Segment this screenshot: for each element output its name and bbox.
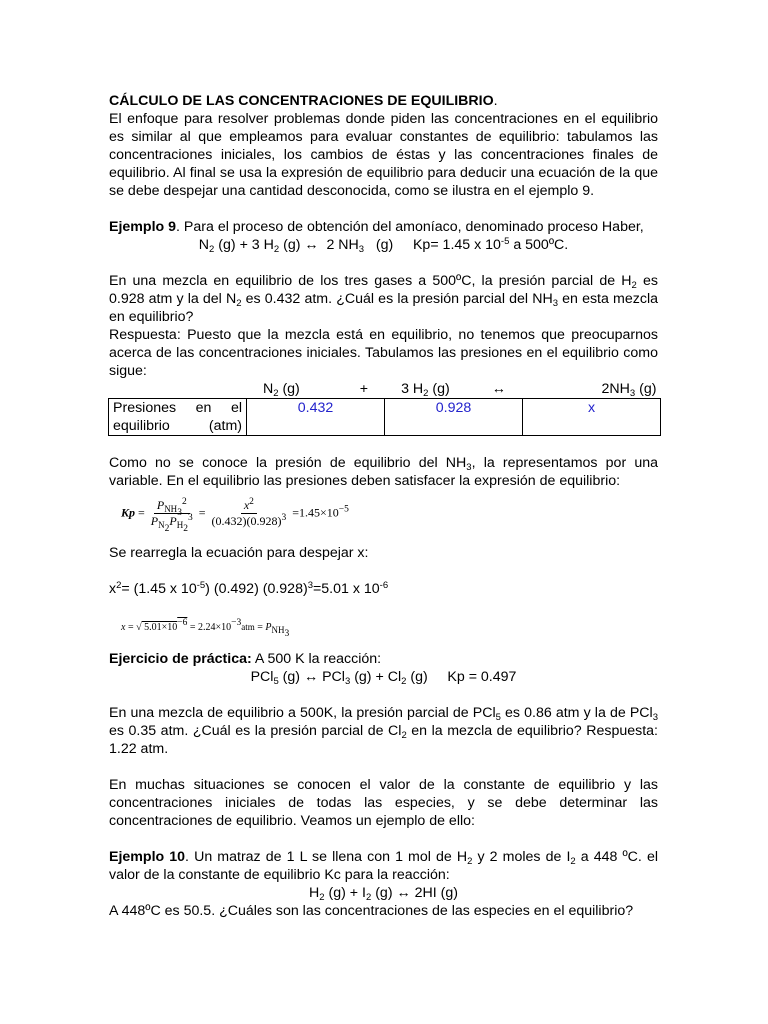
example-10-question: A 448ºC es 50.5. ¿Cuáles son las concentraciones de las especies en el equilibrio?	[109, 903, 634, 919]
example-9-variable-text: Como no se conoce la presión de equilibrio del $NH_3$, la representamos por una variable. En el equilibrio las presiones deben satisfacer la expresión de equilibrio:	[109, 455, 658, 489]
example-10-intro: Ejemplo 10. Un matraz de 1 L se llena con 1 mol de $H_2$ y 2 moles de $I_2$ a 448 ºC. el valor de la constante de equilibrio Kc para la reacción:	[109, 849, 658, 883]
section-title: CÁLCULO DE LAS CONCENTRACIONES DE EQUILIBRIO.	[109, 93, 498, 109]
x-squared-equation: $x^2= (1.45$ x $10^{-5}$) (0.492) $(0.928)^3=5.01$ x $10^{-6}$	[109, 580, 389, 597]
situations-paragraph: En muchas situaciones se conocen el valor de la constante de equilibrio y las concentraciones iniciales de todas las especies, y se debe determinar las concentraciones de equilibrio. Veamos un ejemplo de ello:	[109, 777, 658, 829]
practice-exercise: Ejercicio de práctica: A 500 K la reacción:	[109, 651, 382, 667]
table-header-row	[109, 380, 661, 399]
value-nh3: x	[523, 399, 661, 436]
hi-equation: $H_2$ $(g) + I_2$ (g) ↔ 2HI (g)	[309, 885, 458, 903]
intro-paragraph: El enfoque para resolver problemas donde piden las concentraciones en el equilibrio es similar al que empleamos para evaluar constantes de equilibrio: tabulamos las concentraciones iniciales, los cambios de éstas y las concentraciones finales de equilibrio. Al final se usa la expresión de equilibrio para deducir una ecuación de la que se debe despejar una cantidad desconocida, como se ilustra en el ejemplo 9.	[109, 111, 658, 199]
example-9-intro: Ejemplo 9. Para el proceso de obtención del amoníaco, denominado proceso Haber,	[109, 219, 644, 235]
example-9-answer: Respuesta: Puesto que la mezcla está en equilibrio, no tenemos que preocuparnos acerca de las concentraciones iniciales. Tabulamos las presiones en el equilibrio como sigue:	[109, 327, 658, 379]
example-9-question: En una mezcla en equilibrio de los tres gases a 500ºC, la presión parcial de $H_2$ es 0.928 atm y la del $N_2$ es 0.432 atm. ¿Cuál es la presión parcial del $NH_3$ en esta mezcla en equilibrio?	[109, 273, 658, 325]
header-nh3: $2NH_3$ (g)	[601, 381, 657, 399]
table-row	[109, 399, 661, 436]
header-h2: 3 $H_2$ (g) ↔	[401, 381, 506, 399]
practice-question: En una mezcla de equilibrio a 500K, la presión parcial de PCl$_5$ es 0.86 atm y la de PCl$_3$ es 0.35 atm. ¿Cuál es la presión parcial de $Cl_2$ en la mezcla de equilibrio? Respuesta: 1.22 atm.	[109, 705, 658, 757]
row-label: Presiones en el equilibrio (atm)	[109, 399, 247, 436]
value-n2: 0.432	[247, 399, 385, 436]
x-solution-formula: x = √ $5.01\times 10^{-6} = 2.24\times 10^{-3}atm = P_{NH_3}$	[121, 618, 290, 639]
rearrange-text: Se rearregla la ecuación para despejar x:	[109, 545, 369, 561]
header-n2: $N_2$ (g) +	[262, 381, 369, 399]
pcl5-equation: PCl$_5$ (g) ↔ PCl$_3$ $(g) + Cl_2$ (g) Kp = 0.497	[250, 669, 517, 687]
pressure-table	[108, 380, 661, 436]
document-page	[109, 92, 658, 920]
haber-equation: $N_2$ (g) + 3 $H_2$ (g) ↔ 2 $NH_3$ (g) Kp= 1.45 x $10^{-5}$ a 500ºC.	[198, 236, 569, 255]
value-h2: 0.928	[385, 399, 523, 436]
kp-expression: Kp = $\frac{P_{NH_3}^2}{P_{N_2}P_{H_2}^3}$ = $\frac{x^2}{(0.432)(0.928)^3}$ $=1.45\times 10^{-5}$	[121, 497, 349, 534]
